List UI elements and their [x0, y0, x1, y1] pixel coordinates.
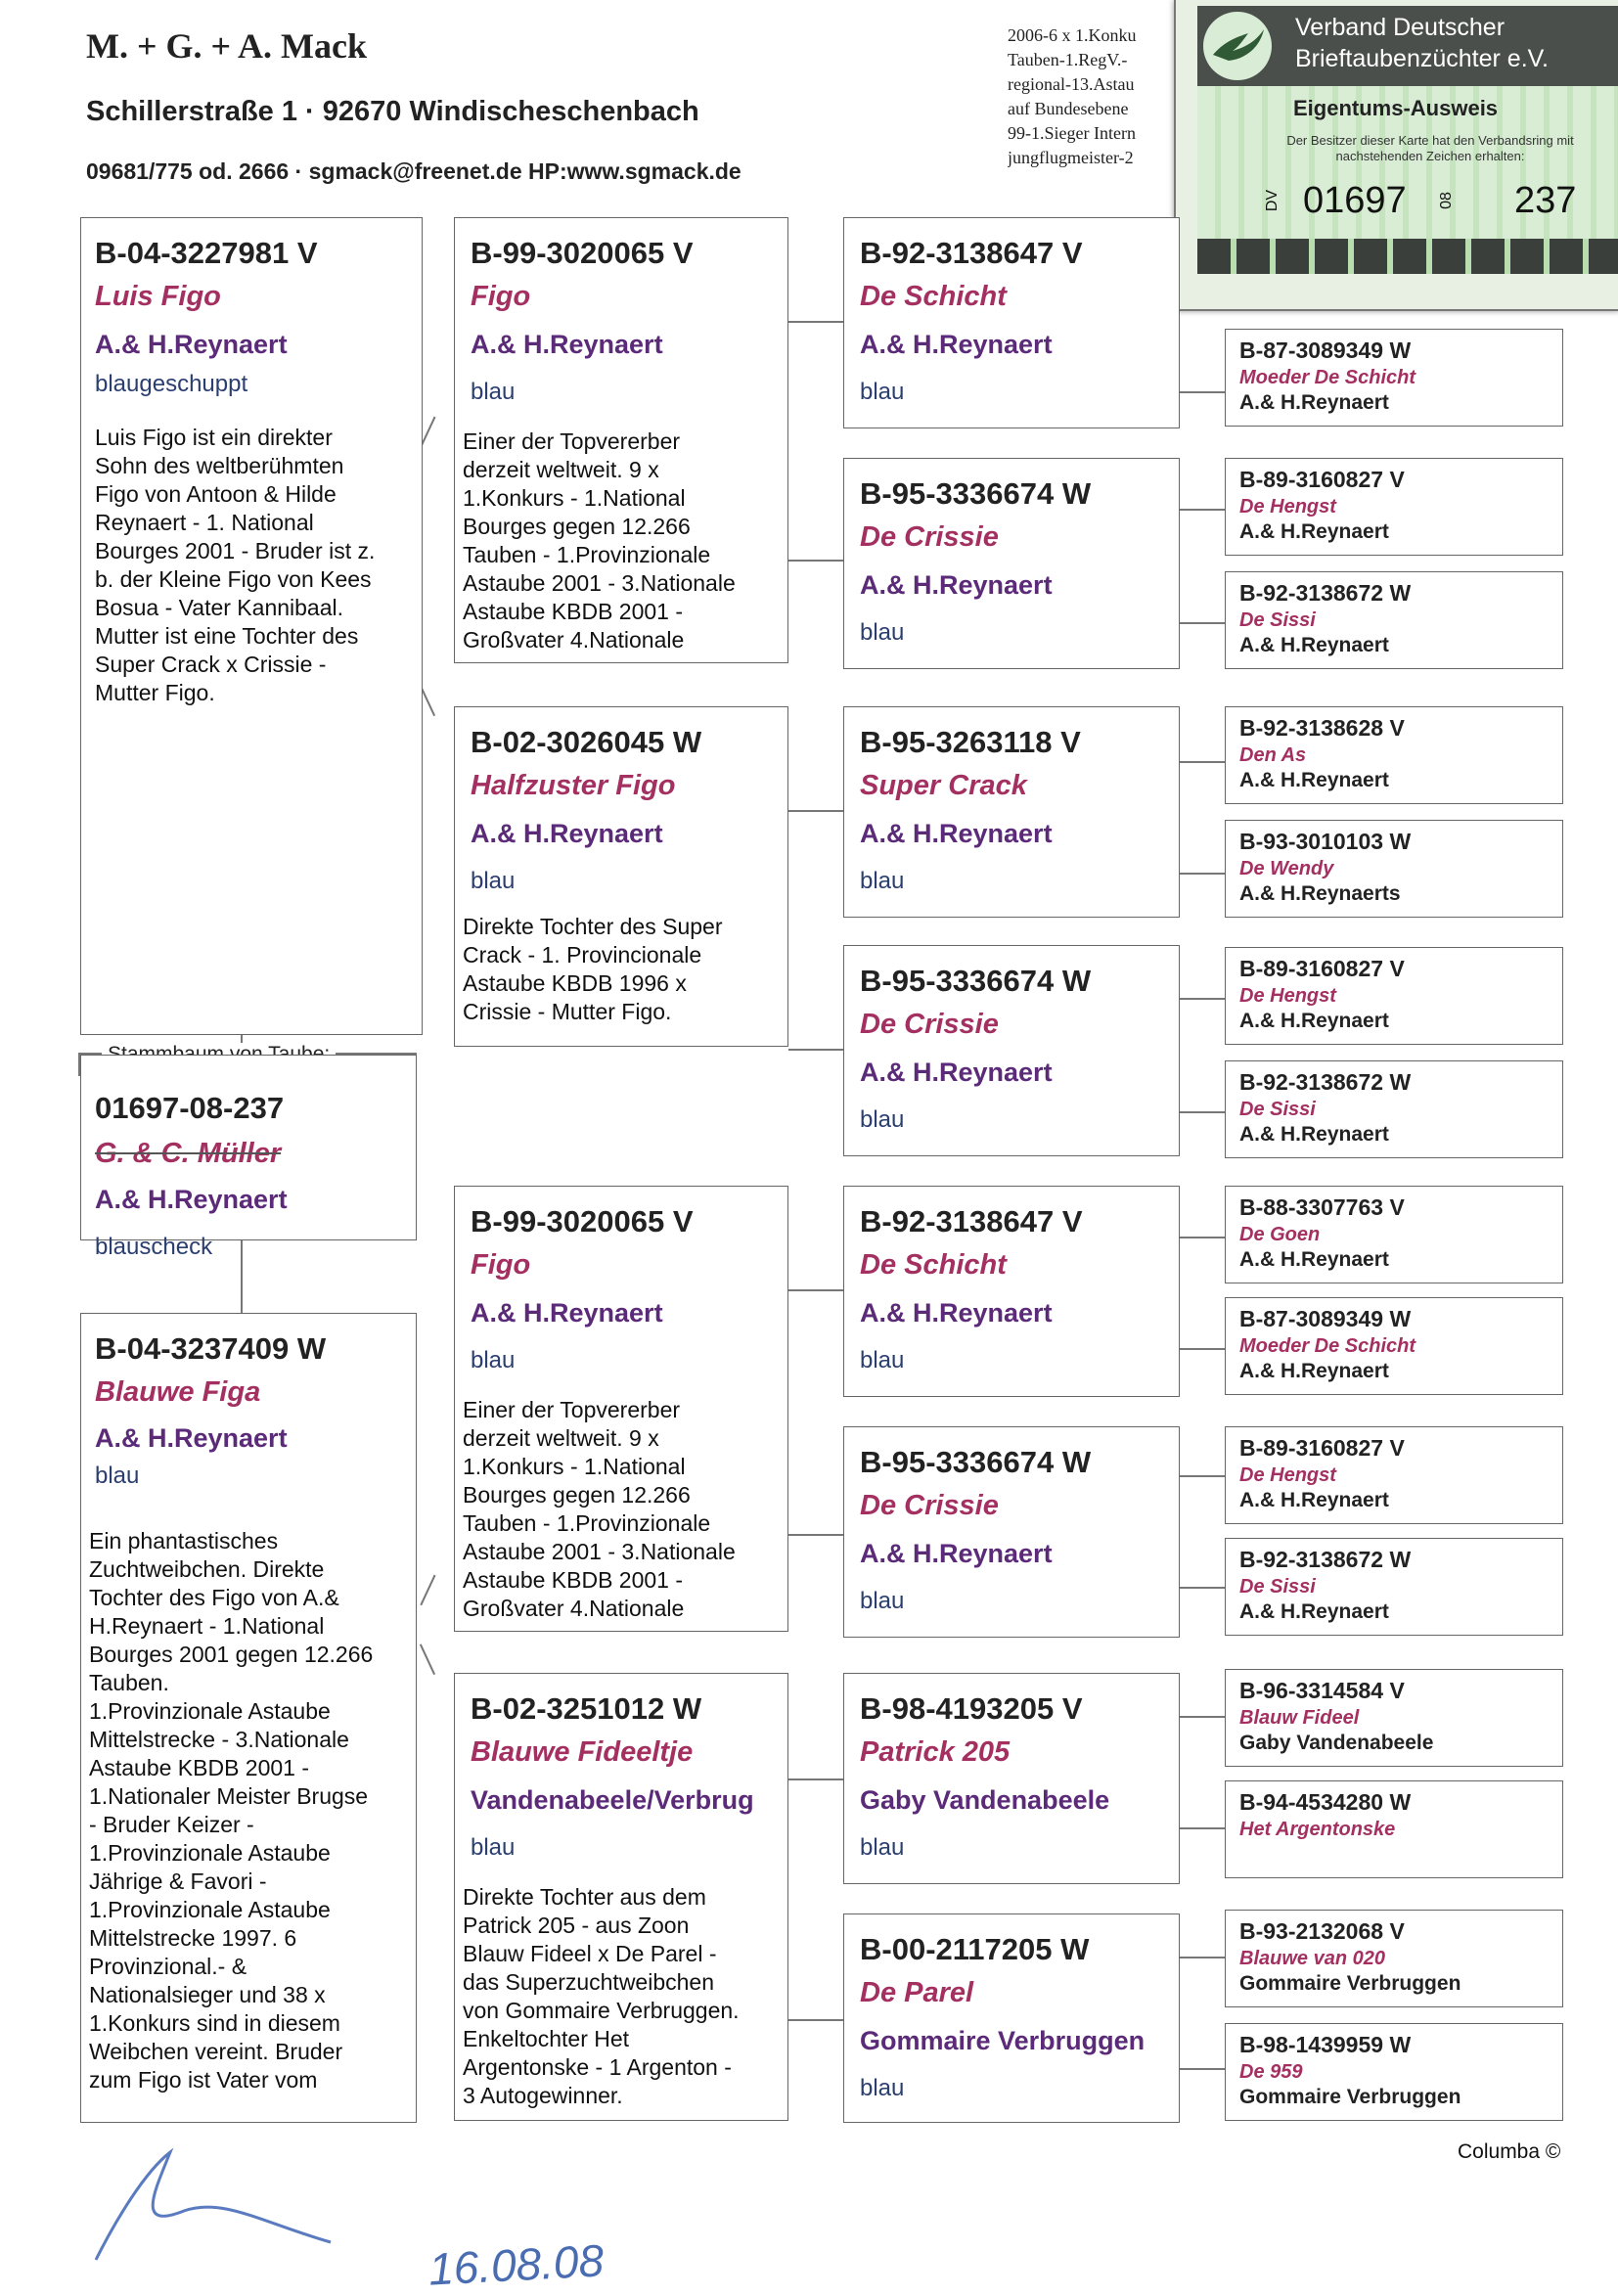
- ggp-color: blau: [860, 1588, 905, 1614]
- gen4-box: [1225, 1060, 1563, 1158]
- gen4-ring: B-96-3314584 V: [1239, 1678, 1405, 1703]
- gen4-name: Moeder De Schicht: [1239, 1335, 1416, 1357]
- gen4-ring: B-98-1439959 W: [1239, 2032, 1412, 2057]
- ggp-breeder: A.& H.Reynaert: [860, 819, 1053, 848]
- gen4-ring: B-89-3160827 V: [1239, 467, 1405, 492]
- gen4-ring: B-87-3089349 W: [1239, 338, 1412, 363]
- gen4-box: [1225, 947, 1563, 1045]
- note-line: Tauben-1.RegV.-: [1008, 50, 1128, 69]
- gen4-breeder: A.& H.Reynaert: [1239, 769, 1389, 791]
- card-title: Verband Deutscher Brieftaubenzüchter e.V.: [1295, 14, 1549, 72]
- gen4-name: De Sissi: [1239, 1099, 1316, 1120]
- gen4-box: [1225, 1538, 1563, 1636]
- handwritten-date: 16.08.08: [427, 2234, 606, 2295]
- ownership-card: [1174, 0, 1618, 311]
- ggp-name: De Crissie: [860, 521, 999, 553]
- gen4-breeder: Gommaire Verbruggen: [1239, 2086, 1461, 2108]
- gen4-breeder: A.& H.Reynaert: [1239, 1600, 1389, 1623]
- ggp-name: De Crissie: [860, 1490, 999, 1521]
- note-line: auf Bundesebene: [1008, 99, 1129, 118]
- gen4-ring: B-93-2132068 V: [1239, 1918, 1405, 1944]
- grandparent-breeder: A.& H.Reynaert: [471, 330, 663, 359]
- ggp-ring: B-95-3336674 W: [860, 1445, 1092, 1479]
- grandparent-box: [454, 1673, 788, 2121]
- card-year: 08: [1437, 192, 1455, 209]
- ggp-color: blau: [860, 868, 905, 894]
- gen4-breeder: Gaby Vandenabeele: [1239, 1732, 1434, 1754]
- note-line: regional-13.Astau: [1008, 74, 1135, 94]
- ggp-ring: B-92-3138647 V: [860, 236, 1083, 270]
- grandparent-color: blau: [471, 868, 516, 894]
- gen4-name: De Hengst: [1239, 1464, 1336, 1486]
- grandparent-box: [454, 1186, 788, 1632]
- ggp-ring: B-00-2117205 W: [860, 1932, 1090, 1966]
- grandparent-description: Direkte Tochter des Super Crack - 1. Provincionale Astaube KBDB 1996 x Crissie - Mutter Figo.: [463, 914, 723, 1024]
- ggp-color: blau: [860, 2075, 905, 2101]
- ggp-name: De Parel: [860, 1977, 974, 2008]
- note-line: 2006-6 x 1.Konku: [1008, 25, 1137, 45]
- subject-name: G. & C. Müller: [95, 1138, 282, 1169]
- ggp-breeder: A.& H.Reynaert: [860, 1539, 1053, 1568]
- note-line: jungflugmeister-2: [1008, 148, 1134, 167]
- gen4-name: De Goen: [1239, 1224, 1321, 1245]
- gen4-breeder: A.& H.Reynaert: [1239, 1010, 1389, 1032]
- gen4-breeder: A.& H.Reynaert: [1239, 1489, 1389, 1511]
- gen4-box: [1225, 2023, 1563, 2121]
- father-name: Luis Figo: [95, 281, 221, 312]
- grandparent-box: [454, 217, 788, 663]
- great-grandparent-box: [843, 217, 1180, 428]
- great-grandparent-box: [843, 1426, 1180, 1638]
- gen4-name: Den As: [1239, 744, 1307, 766]
- gen4-breeder: A.& H.Reynaert: [1239, 391, 1389, 414]
- gen4-box: [1225, 1910, 1563, 2007]
- grandparent-color: blau: [471, 1347, 516, 1373]
- ggp-name: De Schicht: [860, 1249, 1007, 1281]
- grandparent-description: Einer der Topvererber derzeit weltweit. 9 x 1.Konkurs - 1.National Bourges gegen 12.266 Tauben - 1.Provinzionale Astaube 2001 - 3.Nationale Astaube KBDB 2001 - Großvater 4.Nationale: [463, 428, 736, 653]
- gen4-breeder: A.& H.Reynaert: [1239, 1123, 1389, 1146]
- gen4-name: De Sissi: [1239, 1576, 1316, 1598]
- gen4-ring: B-92-3138672 W: [1239, 1547, 1412, 1572]
- card-dv: DV: [1264, 189, 1281, 212]
- breeder-name: M. + G. + A. Mack: [86, 26, 367, 66]
- gen4-box: [1225, 1297, 1563, 1395]
- great-grandparent-box: [843, 1913, 1180, 2123]
- gen4-box: [1225, 706, 1563, 804]
- father-ring: B-04-3227981 V: [95, 236, 318, 270]
- handwritten-signature: [76, 2133, 389, 2284]
- gen4-ring: B-89-3160827 V: [1239, 956, 1405, 981]
- grandparent-ring: B-99-3020065 V: [471, 236, 694, 270]
- ggp-ring: B-95-3263118 V: [860, 725, 1081, 759]
- ggp-ring: B-92-3138647 V: [860, 1204, 1083, 1238]
- subject-box: [80, 1055, 417, 1260]
- card-small-text: Der Besitzer dieser Karte hat den Verbandsring mit nachstehenden Zeichen erhalten:: [1286, 133, 1574, 163]
- ggp-breeder: Gommaire Verbruggen: [860, 2026, 1146, 2055]
- breeder-address: Schillerstraße 1 · 92670 Windischeschenbach: [86, 96, 699, 127]
- grandparent-breeder: A.& H.Reynaert: [471, 1298, 663, 1328]
- grandparent-breeder: A.& H.Reynaert: [471, 819, 663, 848]
- gen4-name: De Hengst: [1239, 496, 1336, 518]
- ggp-breeder: A.& H.Reynaert: [860, 330, 1053, 359]
- ggp-name: De Schicht: [860, 281, 1007, 312]
- gen4-ring: B-94-4534280 W: [1239, 1789, 1412, 1815]
- subject-breeder: A.& H.Reynaert: [95, 1185, 288, 1214]
- gen4-box: [1225, 1780, 1563, 1878]
- gen4-name: Het Argentonske: [1239, 1819, 1396, 1840]
- mother-description: Ein phantastisches Zuchtweibchen. Direkte Tochter des Figo von A.& H.Reynaert - 1.National Bourges 2001 gegen 12.266 Tauben. 1.Provinzionale Astaube Mittelstrecke - 3.Nationale Astaube KBDB 2001 - 1.Nationaler Meister Brugse - Bruder Keizer - 1.Provinzionale Astaube Jährige & Favori - 1.Provinzionale Astaube Mittelstrecke 1997. 6 Provinzional.- & Nationalsieger und 38 x 1.Konkurs sind in diesem Weibchen vereint. Bruder zum Figo ist Vater vom: [89, 1528, 374, 2093]
- gen4-ring: B-93-3010103 W: [1239, 829, 1412, 854]
- gen4-ring: B-92-3138628 V: [1239, 715, 1405, 741]
- ggp-color: blau: [860, 1834, 905, 1861]
- grandparent-box: [454, 706, 788, 1047]
- great-grandparent-box: [843, 1673, 1180, 1884]
- mother-color: blau: [95, 1463, 140, 1489]
- gen4-box: [1225, 458, 1563, 556]
- grandparent-color: blau: [471, 1834, 516, 1861]
- grandparent-name: Figo: [471, 1249, 531, 1281]
- mother-breeder: A.& H.Reynaert: [95, 1423, 288, 1453]
- ggp-breeder: A.& H.Reynaert: [860, 1058, 1053, 1087]
- gen4-name: De Wendy: [1239, 858, 1334, 879]
- ggp-ring: B-98-4193205 V: [860, 1691, 1083, 1726]
- gen4-box: [1225, 1426, 1563, 1524]
- gen4-box: [1225, 1186, 1563, 1283]
- great-grandparent-box: [843, 1186, 1180, 1397]
- gen4-name: De Sissi: [1239, 609, 1316, 631]
- ggp-breeder: Gaby Vandenabeele: [860, 1785, 1110, 1815]
- gen4-breeder: A.& H.Reynaerts: [1239, 882, 1401, 905]
- grandparent-name: Figo: [471, 281, 531, 312]
- ggp-color: blau: [860, 379, 905, 405]
- subject-color: blauscheck: [95, 1234, 213, 1260]
- note-line: 99-1.Sieger Intern: [1008, 123, 1136, 143]
- card-number: 01697: [1303, 180, 1407, 221]
- mother-ring: B-04-3237409 W: [95, 1331, 327, 1366]
- father-breeder: A.& H.Reynaert: [95, 330, 288, 359]
- gen4-name: Blauwe van 020: [1239, 1948, 1385, 1969]
- ggp-name: De Crissie: [860, 1009, 999, 1040]
- ggp-name: Patrick 205: [860, 1736, 1011, 1768]
- ggp-color: blau: [860, 1106, 905, 1133]
- ggp-name: Super Crack: [860, 770, 1027, 801]
- gen4-breeder: Gommaire Verbruggen: [1239, 1972, 1461, 1995]
- card-header-band: [1197, 6, 1618, 86]
- gen4-breeder: A.& H.Reynaert: [1239, 1248, 1389, 1271]
- gen4-name: De 959: [1239, 2061, 1303, 2083]
- gen4-breeder: A.& H.Reynaert: [1239, 1360, 1389, 1382]
- grandparent-ring: B-02-3251012 W: [471, 1691, 702, 1726]
- mother-name: Blauwe Figa: [95, 1376, 261, 1408]
- breeder-contact: 09681/775 od. 2666 · sgmack@freenet.de HP:www.sgmack.de: [86, 158, 742, 184]
- gen4-box: [1225, 1669, 1563, 1767]
- grandparent-ring: B-02-3026045 W: [471, 725, 702, 759]
- father-box: [80, 217, 423, 1035]
- great-grandparent-box: [843, 945, 1180, 1156]
- grandparent-name: Halfzuster Figo: [471, 770, 676, 801]
- grandparent-breeder: Vandenabeele/Verbrug: [471, 1785, 754, 1815]
- father-color: blaugeschuppt: [95, 371, 248, 397]
- ggp-ring: B-95-3336674 W: [860, 476, 1092, 511]
- grandparent-description: Direkte Tochter aus dem Patrick 205 - aus Zoon Blauw Fideel x De Parel - das Superzuchtweibchen von Gommaire Verbruggen. Enkeltochter Het Argentonske - 1 Argenton - 3 Autogewinner.: [463, 1884, 740, 2108]
- gen4-name: Blauw Fideel: [1239, 1707, 1360, 1729]
- grandparent-color: blau: [471, 379, 516, 405]
- great-grandparent-box: [843, 458, 1180, 669]
- ggp-breeder: A.& H.Reynaert: [860, 570, 1053, 600]
- card-subtitle: Eigentums-Ausweis: [1293, 96, 1499, 120]
- gen4-box: [1225, 329, 1563, 427]
- ggp-color: blau: [860, 1347, 905, 1373]
- grandparent-ring: B-99-3020065 V: [471, 1204, 694, 1238]
- great-grandparent-box: [843, 706, 1180, 918]
- footer-credit: Columba ©: [1458, 2140, 1561, 2163]
- card-security-strip: [1197, 239, 1618, 274]
- gen4-ring: B-87-3089349 W: [1239, 1306, 1412, 1331]
- father-description: Luis Figo ist ein direkter Sohn des weltberühmten Figo von Antoon & Hilde Reynaert - 1. National Bourges 2001 - Bruder ist z. b. der Kleine Figo von Kees Bosua - Vater Kannibaal. Mutter ist eine Tochter des Super Crack x Crissie - Mutter Figo.: [95, 425, 376, 705]
- gen4-box: [1225, 571, 1563, 669]
- subject-ring: 01697-08-237: [95, 1091, 285, 1125]
- gen4-ring: B-92-3138672 W: [1239, 1069, 1412, 1095]
- gen4-name: De Hengst: [1239, 985, 1336, 1007]
- grandparent-name: Blauwe Fideeltje: [471, 1736, 694, 1768]
- gen4-ring: B-89-3160827 V: [1239, 1435, 1405, 1461]
- gen4-breeder: A.& H.Reynaert: [1239, 634, 1389, 656]
- gen4-box: [1225, 820, 1563, 918]
- gen4-breeder: A.& H.Reynaert: [1239, 520, 1389, 543]
- ggp-ring: B-95-3336674 W: [860, 964, 1092, 998]
- ggp-color: blau: [860, 619, 905, 646]
- gen4-ring: B-88-3307763 V: [1239, 1194, 1405, 1220]
- grandparent-description: Einer der Topvererber derzeit weltweit. 9 x 1.Konkurs - 1.National Bourges gegen 12.266 Tauben - 1.Provinzionale Astaube 2001 - 3.Nationale Astaube KBDB 2001 - Großvater 4.Nationale: [463, 1397, 736, 1621]
- mother-box: [80, 1313, 417, 2123]
- gen4-name: Moeder De Schicht: [1239, 367, 1416, 388]
- gen4-ring: B-92-3138672 W: [1239, 580, 1412, 606]
- ggp-breeder: A.& H.Reynaert: [860, 1298, 1053, 1328]
- card-ring-no: 237: [1514, 180, 1577, 221]
- dove-logo-icon: [1203, 12, 1272, 80]
